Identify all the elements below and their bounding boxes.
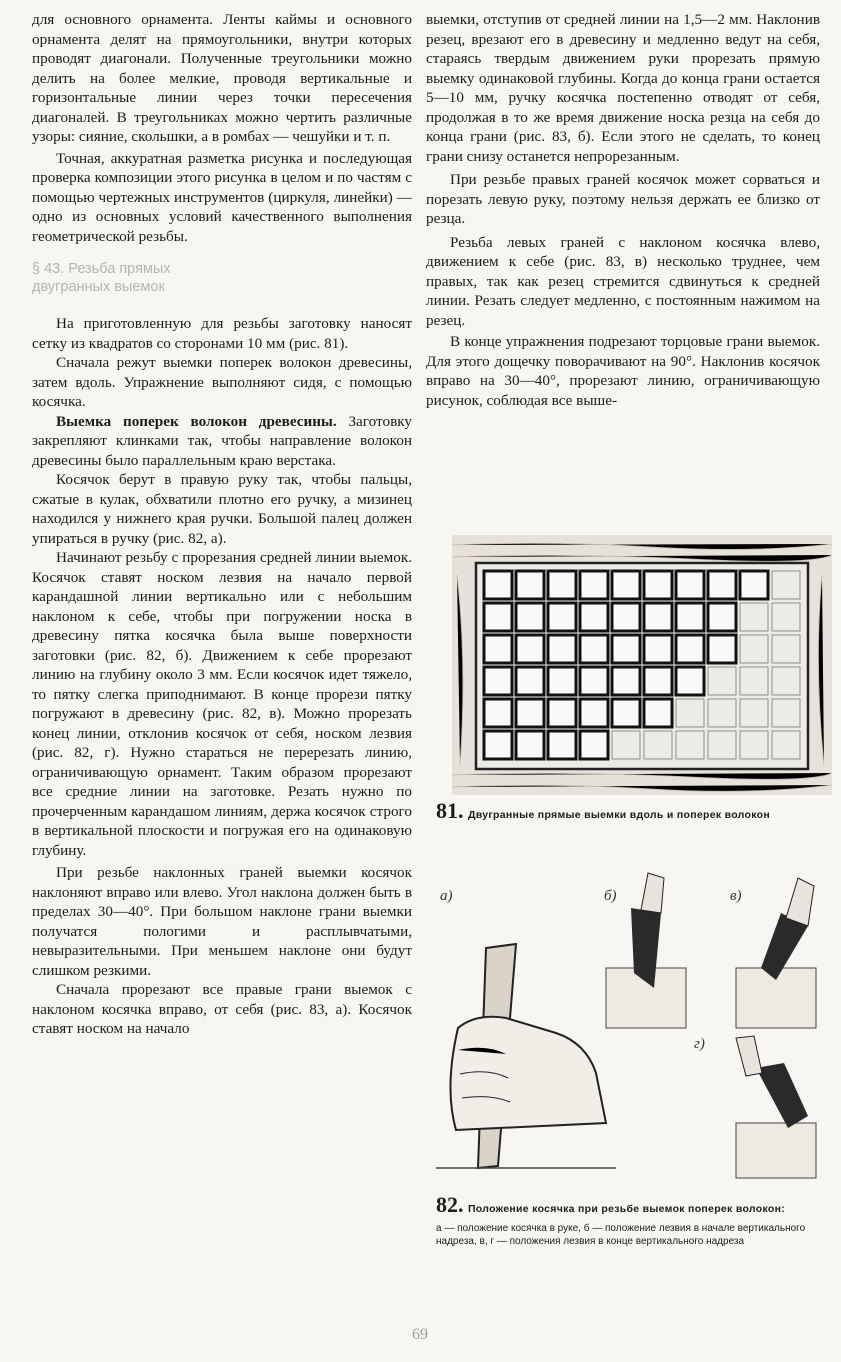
carved-cell <box>580 603 608 631</box>
paragraph: Косячок берут в правую руку так, чтобы пальцы, сжатые в кулак, обхватили плотно его ручку, а мизинец находился у нижнего края ручки. Большой палец должен упираться в ручку (рис. 82, а). <box>32 471 412 547</box>
carved-cell <box>484 667 512 695</box>
figure-number: 81. <box>436 798 464 823</box>
section-heading <box>32 260 412 296</box>
carved-cell <box>548 667 576 695</box>
caption-subtext: а — положение косячка в руке, б — положение лезвия в начале вертикального надреза, в, г — положения лезвия в конце вертикального надреза <box>436 1223 806 1247</box>
carved-grid-figure <box>452 535 832 795</box>
carved-cell <box>644 667 672 695</box>
carved-cell <box>484 603 512 631</box>
carved-cell <box>580 571 608 599</box>
right-column <box>426 10 820 410</box>
carved-cell <box>484 635 512 663</box>
carved-cell <box>644 571 672 599</box>
carved-cell <box>676 667 704 695</box>
caption-text: Двугранные прямые выемки вдоль и поперек волокон <box>467 809 770 821</box>
section-heading-line: § 43. Резьба прямых <box>32 261 171 277</box>
chisel-positions-figure <box>436 868 832 1188</box>
paragraph: В конце упражнения подрезают торцовые грани выемок. Для этого дощечку поворачивают на 90°. Наклонив косячок вправо на 30—40°, прорезают линию, ограничивающую рисунок, соблюдая все выше- <box>426 333 820 409</box>
carved-cell <box>644 635 672 663</box>
carved-cell <box>676 571 704 599</box>
carved-cell <box>612 635 640 663</box>
paragraph: выемки, отступив от средней линии на 1,5—2 мм. Наклонив резец, врезают его в древесину и медленно ведут на себя, стараясь твердым движением руки прорезать прямую выемку одинаковой глубины. Когда до конца грани остается 5—10 мм, ручку косячка постепенно отводят от себя, продолжая в то же время движение носка резца на себя до конца грани (рис. 83, б). Если этого не сделать, то конец грани снизу останется непрорезанным. <box>426 11 820 165</box>
caption-text: Положение косячка при резьбе выемок поперек волокон: <box>467 1203 786 1215</box>
carved-cell <box>580 731 608 759</box>
paragraph: Начинают резьбу с прорезания средней линии выемок. Косячок ставят носком лезвия на начало первой карандашной линии вертикально или с небольшим наклоном к себе, чтобы при погружении носка в древесину пятка косячка была выше поверхности заготовки (рис. 82, б). Движением к себе прорезают линию на глубину около 3 мм. Если косячок идет тяжело, то пятку слегка приподнимают. В конце прорези пятку погружают в древесину (рис. 82, в). Можно прорезать конец линии, отклонив косячок от себя, носком лезвия (рис. 82, г). Нужно стараться не перерезать линию, ограничивающую орнамент. Таким образом прорезают все средние линии на заготовке. Резать нужно по прочерченным карандашом линиям, держа косячок строго в вертикальной плоскости и погружая его на одинаковую глубину. <box>32 549 412 859</box>
carved-cell <box>580 635 608 663</box>
subfigure-label: г) <box>694 1036 705 1052</box>
carved-cell <box>516 571 544 599</box>
carved-cell <box>516 667 544 695</box>
carved-cell <box>548 731 576 759</box>
subfigure-label: б) <box>604 888 617 904</box>
carved-cell <box>612 667 640 695</box>
carved-cell <box>676 635 704 663</box>
paragraph: При резьбе правых граней косячок может сорваться и порезать левую руку, поэтому нельзя держать ее близко от резца. <box>426 171 820 227</box>
figure-number: 82. <box>436 1192 464 1217</box>
carved-cell <box>740 571 768 599</box>
paragraph: Точная, аккуратная разметка рисунка и последующая проверка композиции этого рисунка в целом и по частям с помощью чертежных инструментов (циркуля, линейки) — одно из основных условий качественного выполнения геометрической резьбы. <box>32 149 412 245</box>
subfigure-label: а) <box>440 888 453 904</box>
figure-82-caption <box>436 1192 826 1248</box>
carved-cell <box>548 699 576 727</box>
carved-cell <box>612 603 640 631</box>
carved-cell <box>548 603 576 631</box>
figure-81-caption <box>436 798 826 824</box>
carved-cell <box>484 731 512 759</box>
paragraph: При резьбе наклонных граней выемки косячок наклоняют вправо или влево. Угол наклона должен быть в пределах 30—40°. При большом наклоне грани выемки получатся пологими и расплывчатыми, невыразительными. При меньшем наклоне они будут слишком резкими. <box>32 864 412 979</box>
paragraph: На приготовленную для резьбы заготовку наносят сетку из квадратов со сторонами 10 мм (рис. 81). <box>32 315 412 352</box>
subfigure-label: в) <box>730 888 742 904</box>
carved-cell <box>708 603 736 631</box>
carved-cell <box>644 699 672 727</box>
carved-cell <box>516 699 544 727</box>
carved-cell <box>612 571 640 599</box>
carved-cell <box>580 667 608 695</box>
carved-cell <box>548 635 576 663</box>
carved-cell <box>516 635 544 663</box>
paragraph: для основного орнамента. Ленты каймы и основного орнамента делят на прямоугольники, внутри которых проводят диагонали. Полученные треугольники можно делить на более мелкие, проводя вертикальные и горизонтальные линии через точки пересечения диагоналей. В треугольниках можно чертить различные узоры: сияние, скольшки, а в ромбах — чешуйки и т. п. <box>32 11 412 145</box>
carved-cell <box>580 699 608 727</box>
carved-cell <box>516 603 544 631</box>
paragraph-text: Заготовку закрепляют клинками так, чтобы направление волокон древесины было параллельным краю верстака. <box>32 412 412 469</box>
section-heading-line: двугранных выемок <box>32 279 165 295</box>
paragraph: Резьба левых граней с наклоном косячка влево, движением к себе (рис. 83, в) несколько труднее, чем правых, так как резец стремится сдвинуться к средней линии. Резать следует медленно, с постоянным нажимом на резец. <box>426 233 820 329</box>
carved-cell <box>676 603 704 631</box>
carved-cell <box>708 635 736 663</box>
run-in-heading: Выемка поперек волокон древесины. <box>56 412 337 430</box>
blade-start-drawing <box>606 873 686 1028</box>
carved-cell <box>484 571 512 599</box>
blade-tilted-drawing <box>736 1036 816 1178</box>
paragraph <box>32 412 412 471</box>
carved-cell <box>708 571 736 599</box>
page-number: 69 <box>412 1326 428 1343</box>
carved-cell <box>612 699 640 727</box>
paragraph: Сначала прорезают все правые грани выемок с наклоном косячка вправо, от себя (рис. 83, а). Косячок ставят носком на начало <box>32 981 412 1037</box>
carved-cell <box>644 603 672 631</box>
carved-cell <box>516 731 544 759</box>
carved-cell <box>548 571 576 599</box>
blade-end-drawing <box>736 878 816 1028</box>
left-column <box>32 10 412 1039</box>
carved-cell <box>484 699 512 727</box>
hand-with-chisel-drawing <box>436 944 616 1168</box>
paragraph: Сначала режут выемки поперек волокон древесины, затем вдоль. Упражнение выполняют сидя, с помощью косячка. <box>32 354 412 410</box>
